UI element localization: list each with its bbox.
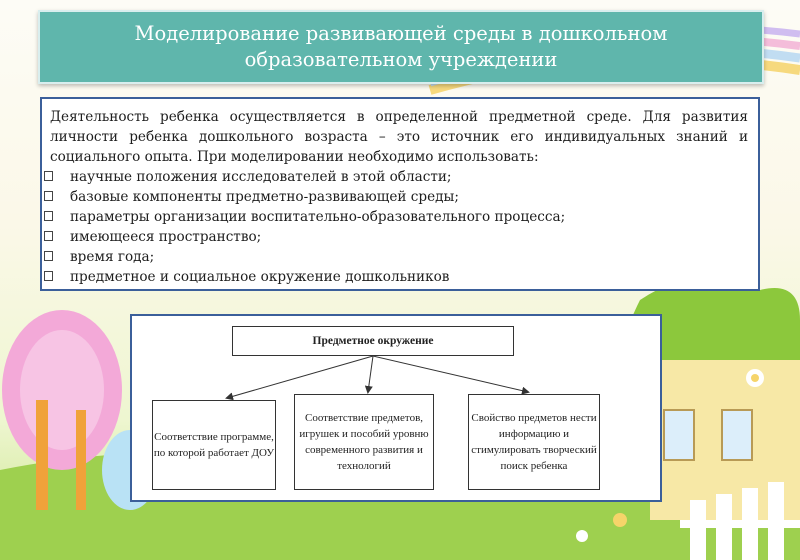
square-bullet-icon [44,211,53,221]
intro-paragraph: Деятельность ребенка осуществляется в определенной предметной среде. Для развития личности ребенка дошкольного возраста – это источник его индивидуальных знаний и социального опыта. При моделировании необходимо использовать: [50,109,748,165]
arrow-right [373,356,528,392]
list-item [44,247,748,267]
list-item [44,167,748,187]
diagram-child-node-3: Свойство предметов нести информацию и стимулировать творческий поиск ребенка [468,394,600,490]
arrow-center [368,356,373,392]
list-item [44,267,748,287]
diagram-child-node-2: Соответствие предметов, игрушек и пособий уровню современного развития и технологий [294,394,434,490]
content-text-box [40,97,760,291]
page-title: Моделирование развивающей среды в дошкольном образовательном учреждении [134,22,668,71]
diagram-child-node-1: Соответствие программе, по которой работает ДОУ [152,400,276,490]
diagram-root-node: Предметное окружение [232,326,514,356]
diagram-box [130,314,662,502]
square-bullet-icon [44,191,53,201]
list-item-text: научные положения исследователей в этой области; [70,169,452,185]
list-item [44,227,748,247]
list-item [44,187,748,207]
list-item-text: время года; [70,249,155,265]
title-banner [38,10,764,84]
bullet-list [50,167,748,287]
list-item-text: параметры организации воспитательно-образовательного процесса; [70,209,566,225]
square-bullet-icon [44,271,53,281]
arrow-left [227,356,373,398]
list-item-text: базовые компоненты предметно-развивающей среды; [70,189,459,205]
list-item-text: предметное и социальное окружение дошкольников [70,269,450,285]
square-bullet-icon [44,231,53,241]
square-bullet-icon [44,251,53,261]
list-item [44,207,748,227]
list-item-text: имеющееся пространство; [70,229,262,245]
square-bullet-icon [44,171,53,181]
